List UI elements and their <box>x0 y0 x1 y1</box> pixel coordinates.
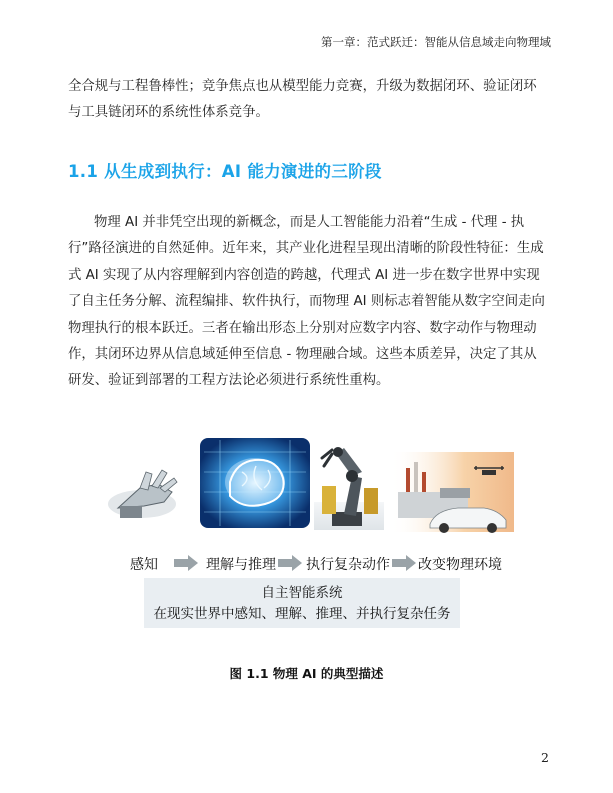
arrow-right-icon <box>278 555 302 571</box>
running-header: 第一章：范式跃迁：智能从信息域走向物理域 <box>321 35 551 49</box>
arrow-right-icon <box>392 555 416 571</box>
summary-box <box>144 578 460 628</box>
body-paragraph-2: 物理 AI 并非凭空出现的新概念，而是人工智能能力沿着“生成 - 代理 - 执行”路径演进的自然延伸。近年来，其产业化进程呈现出清晰的阶段性特征：生成式 AI 实现了从内容理解到内容创造的跨越，代理式 AI 进一步在数字世界中实现了自主任务分解、流程编排、软件执行，而物理 AI 则标志着智能从数字空间走向物理执行的根本跃迁。三者在输出形态上分别对应数字内容、数字动作与物理动作，其闭环边界从信息域延伸至信息 - 物理融合域。这些本质差异，决定了其从研发、验证到部署的工程方法论必须进行系统性重构。 <box>68 215 545 389</box>
section-heading: 1.1 从生成到执行：AI 能力演进的三阶段 <box>68 162 382 181</box>
robot-arm-icon <box>314 447 384 530</box>
body-paragraph-1: 全合规与工程鲁棒性；竞争焦点也从模型能力竞赛，升级为数据闭环、验证闭环与工具链闭环的系统性体系竞争。 <box>68 79 537 121</box>
figure-illustration <box>100 432 514 542</box>
page-number: 2 <box>541 750 549 765</box>
flow-step-reason: 理解与推理 <box>206 557 276 573</box>
flow-row <box>100 542 514 582</box>
brain-network-icon <box>200 438 310 528</box>
figure <box>100 432 514 646</box>
flow-step-act: 执行复杂动作 <box>306 557 390 573</box>
figure-caption: 图 1.1 物理 AI 的典型描述 <box>229 666 384 681</box>
flow-step-change-environment: 改变物理环境 <box>418 557 502 573</box>
arrow-right-icon <box>174 555 198 571</box>
flow-step-perceive: 感知 <box>130 557 158 573</box>
robot-hand-icon <box>108 470 177 518</box>
summary-description: 在现实世界中感知、理解、推理、并执行复杂任务 <box>153 606 451 622</box>
summary-title: 自主智能系统 <box>261 585 343 601</box>
